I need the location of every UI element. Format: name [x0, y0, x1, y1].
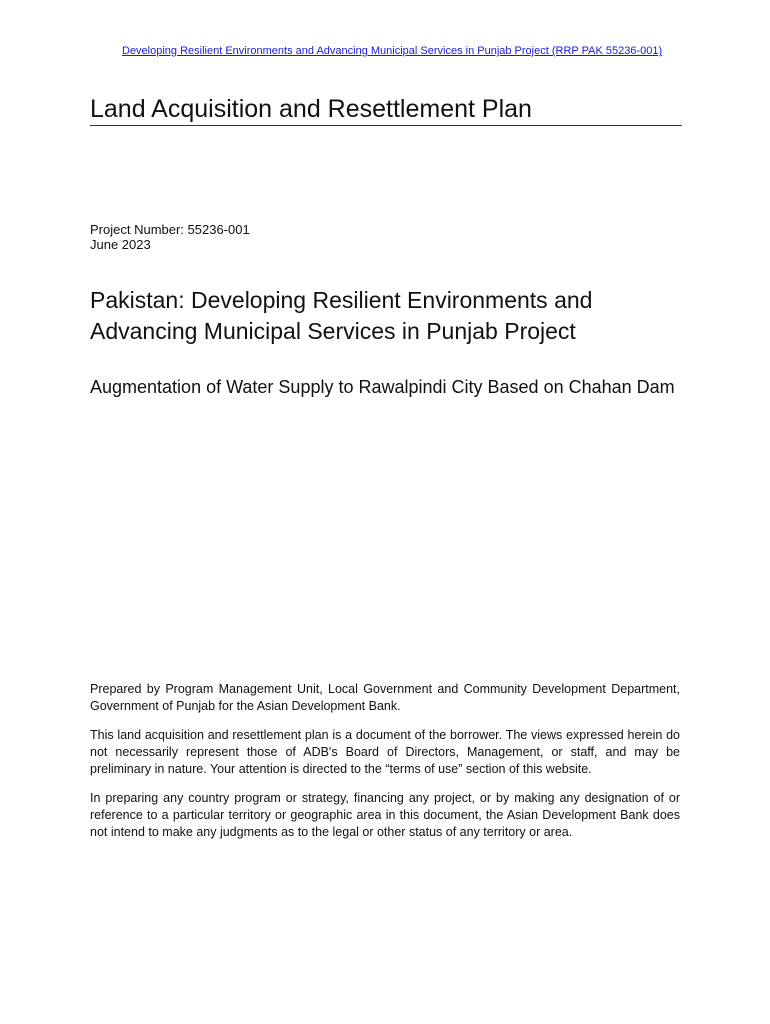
publication-date: June 2023 — [90, 237, 151, 252]
document-type-title: Land Acquisition and Resettlement Plan — [90, 94, 682, 126]
main-title-line-2: Advancing Municipal Services in Punjab Project — [90, 318, 576, 344]
project-number: Project Number: 55236-001 — [90, 222, 250, 237]
main-title-line-1: Pakistan: Developing Resilient Environments and — [90, 287, 593, 313]
subproject-subtitle: Augmentation of Water Supply to Rawalpindi City Based on Chahan Dam — [90, 377, 675, 397]
project-header-link[interactable]: Developing Resilient Environments and Advancing Municipal Services in Punjab Project (RRP PAK 55236-001) — [122, 45, 663, 57]
territory-notice-paragraph: In preparing any country program or strategy, financing any project, or by making any designation of or reference to a particular territory or geographic area in this document, the Asian Development Bank does not intend to make any judgments as to the legal or other status of any territory or area. — [90, 791, 680, 839]
disclaimer-paragraph: This land acquisition and resettlement plan is a document of the borrower. The views expressed herein do not necessarily represent those of ADB's Board of Directors, Management, or staff, and may be preliminary in nature. Your attention is directed to the “terms of use” section of this website. — [90, 728, 680, 776]
prepared-by-paragraph: Prepared by Program Management Unit, Local Government and Community Development Department, Government of Punjab for the Asian Development Bank. — [90, 682, 680, 713]
body-text — [90, 681, 680, 853]
main-title — [90, 285, 690, 347]
project-meta — [90, 222, 250, 252]
